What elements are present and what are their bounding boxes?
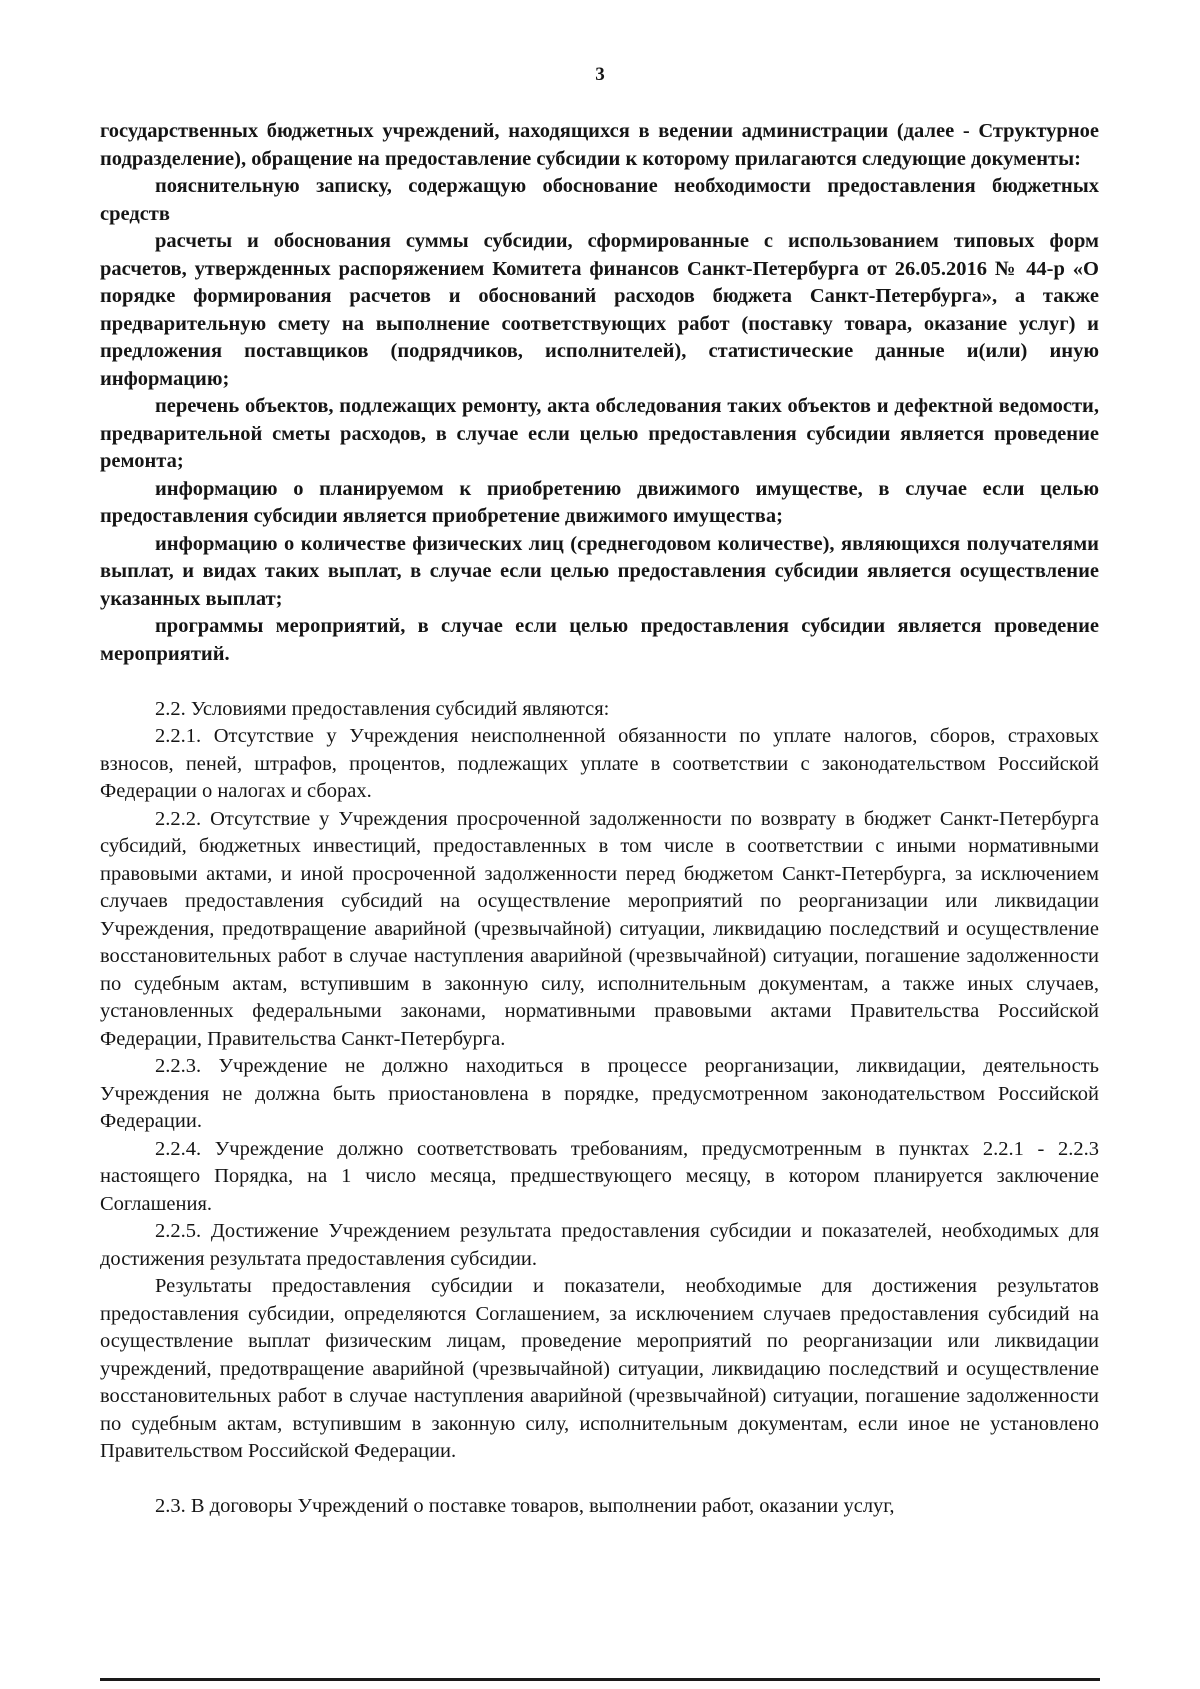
paragraph-individuals-payments: информацию о количестве физических лиц (среднегодовом количестве), являющихся получателями выплат, и видах таких выплат, в случае если целью предоставления субсидии является осуществление указанных выплат; xyxy=(100,532,1099,610)
section-2-2-heading: 2.2. Условиями предоставления субсидий являются: xyxy=(155,697,610,720)
section-2-3-start: 2.3. В договоры Учреждений о поставке товаров, выполнении работ, оказании услуг, xyxy=(155,1495,895,1517)
document-body xyxy=(100,118,1099,1521)
clause-2-2-1: 2.2.1. Отсутствие у Учреждения неисполненной обязанности по уплате налогов, сборов, страховых взносов, пеней, штрафов, процентов, подлежащих уплате в соответствии с законодательством Российской Федерации о налогах и сборах. xyxy=(100,725,1099,802)
clause-2-2-5: 2.2.5. Достижение Учреждением результата предоставления субсидии и показателей, необходимых для достижения результата предоставления субсидии. xyxy=(100,1220,1099,1270)
paragraph-calculations: расчеты и обоснования суммы субсидии, сформированные с использованием типовых форм расчетов, утвержденных распоряжением Комитета финансов Санкт-Петербурга от 26.05.2016 № 44-р «О порядке формирования расчетов и обоснований расходов бюджета Санкт-Петербурга», а также предварительную смету на выполнение соответствующих работ (поставку товара, оказание услуг) и предложения поставщиков (подрядчиков, исполнителей), статистические данные и(или) иную информацию; xyxy=(100,230,1099,390)
clause-2-2-3: 2.2.3. Учреждение не должно находиться в процессе реорганизации, ликвидации, деятельность Учреждения не должна быть приостановлена в порядке, предусмотренном законодательством Российской Федерации. xyxy=(100,1055,1099,1132)
clause-2-2-2: 2.2.2. Отсутствие у Учреждения просроченной задолженности по возврату в бюджет Санкт-Петербурга субсидий, бюджетных инвестиций, предоставленных в том числе в соответствии с иными нормативными правовыми актами, и иной просроченной задолженности перед бюджетом Санкт-Петербурга, за исключением случаев предоставления субсидий на осуществление мероприятий по реорганизации или ликвидации Учреждения, предотвращение аварийной (чрезвычайной) ситуации, ликвидацию последствий и осуществление восстановительных работ в случае наступления аварийной (чрезвычайной) ситуации, погашение задолженности по судебным актам, вступившим в законную силу, исполнительным документам, а также иных случаев, установленных федеральными законами, нормативными правовыми актами Правительства Российской Федерации, Правительства Санкт-Петербурга. xyxy=(100,807,1099,1050)
paragraph-intro-continuation: государственных бюджетных учреждений, находящихся в ведении администрации (далее - Структурное подразделение), обращение на предоставление субсидии к которому прилагаются следующие документы: xyxy=(100,120,1099,170)
paragraph-repair-objects: перечень объектов, подлежащих ремонту, акта обследования таких объектов и дефектной ведомости, предварительной сметы расходов, в случае если целью предоставления субсидии является проведение ремонта; xyxy=(100,395,1099,472)
page-number: 3 xyxy=(595,64,605,85)
paragraph-results-definition: Результаты предоставления субсидии и показатели, необходимые для достижения результатов предоставления субсидии, определяются Соглашением, за исключением случаев предоставления субсидий на осуществление выплат физическим лицам, проведение мероприятий по реорганизации или ликвидации учреждений, предотвращение аварийной (чрезвычайной) ситуации, ликвидацию последствий и осуществление восстановительных работ в случае наступления аварийной (чрезвычайной) ситуации, погашение задолженности по судебным актам, вступившим в законную силу, исполнительным документам, если иное не установлено Правительством Российской Федерации. xyxy=(100,1275,1099,1462)
page-bottom-border xyxy=(100,1678,1100,1681)
clause-2-2-4: 2.2.4. Учреждение должно соответствовать требованиям, предусмотренным в пунктах 2.2.1 - 2.2.3 настоящего Порядка, на 1 число месяца, предшествующего месяцу, в котором планируется заключение Соглашения. xyxy=(100,1137,1099,1215)
paragraph-movable-property: информацию о планируемом к приобретению движимого имуществе, в случае если целью предоставления субсидии является приобретение движимого имущества; xyxy=(100,477,1099,527)
paragraph-gap xyxy=(100,1466,1099,1494)
paragraph-gap xyxy=(100,668,1099,696)
paragraph-event-programs: программы мероприятий, в случае если целью предоставления субсидии является проведение мероприятий. xyxy=(100,615,1099,665)
paragraph-explanatory-note: пояснительную записку, содержащую обоснование необходимости предоставления бюджетных средств xyxy=(100,175,1099,225)
